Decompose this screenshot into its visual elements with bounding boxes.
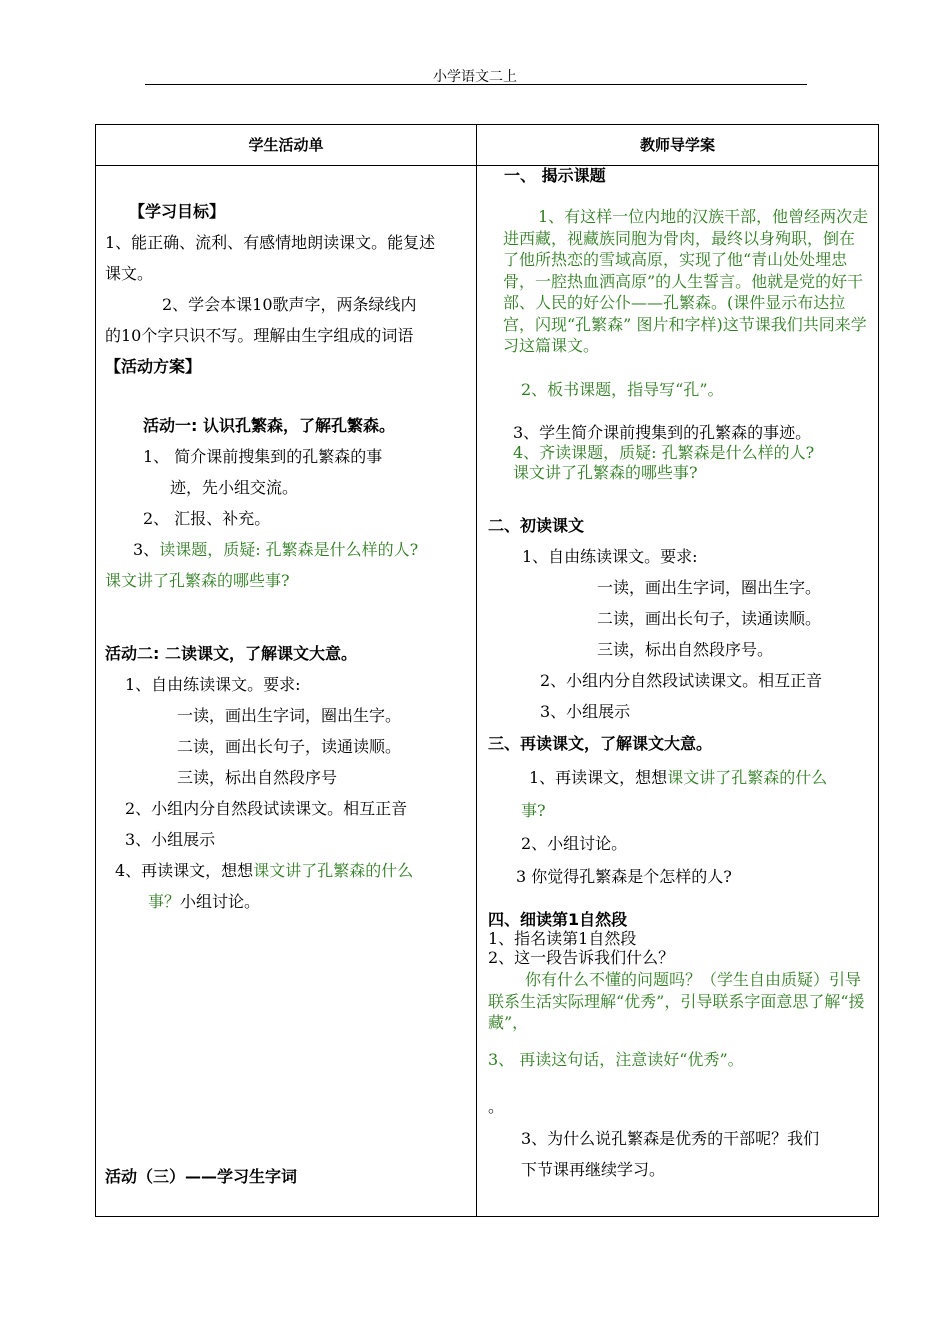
section-2-title: 二、初读课文 [488, 516, 585, 535]
section-1-item-4: 4、齐读课题，质疑: 孔繁森是什么样的人? [513, 443, 815, 462]
activity-2-item-4-line2: 事？小组讨论。 [148, 892, 261, 911]
goal-1-line2: 课文。 [105, 264, 154, 283]
activity-2-req-3: 三读，标出自然段序号 [177, 768, 338, 787]
activity-2-item-4: 4、再读课文，想想课文讲了孔繁森的什么 [115, 861, 414, 880]
goal-heading: 【学习目标】 [129, 202, 226, 221]
activity-2-item-3: 3、小组展示 [125, 830, 216, 849]
section-4-item-2: 2、这一段告诉我们什么？ [488, 948, 675, 967]
activity-1-title: 活动一: 认识孔繁森，了解孔繁森。 [143, 416, 395, 435]
activity-2-title: 活动二: 二读课文，了解课文大意。 [105, 644, 357, 663]
section-1-title: 一、 揭示课题 [504, 166, 606, 185]
lesson-table [95, 124, 879, 1217]
goal-2-line1: 2、学会本课10歌声字，两条绿线内 [162, 295, 417, 314]
column-header-teacher: 教师导学案 [477, 125, 879, 166]
section-4-item-3: 3、 再读这句话，注意读好“优秀”。 [488, 1050, 744, 1069]
section-2-item-2: 2、小组内分自然段试读课文。相互正音 [540, 671, 823, 690]
activity-1-item-2: 2、 汇报、补充。 [143, 509, 271, 528]
goal-1-line1: 1、能正确、流利、有感情地朗读课文。能复述 [105, 233, 436, 252]
teacher-guide-cell [477, 166, 879, 1217]
header-rule [145, 84, 807, 85]
section-1-item-3: 3、学生简介课前搜集到的孔繁森的事迹。 [513, 423, 812, 442]
section-4-dot: 。 [488, 1097, 505, 1116]
plan-heading: 【活动方案】 [105, 357, 202, 376]
activity-3-title: 活动（三）——学习生字词 [105, 1167, 298, 1186]
activity-1-item-3: 3、读课题，质疑: 孔繁森是什么样的人? [133, 540, 419, 559]
section-3-item-2: 2、小组讨论。 [521, 834, 628, 853]
section-4-item-4-line2: 下节课再继续学习。 [521, 1160, 666, 1179]
activity-1-item-1-line1: 1、 简介课前搜集到的孔繁森的事 [143, 447, 383, 466]
activity-2-req-1: 一读，画出生字词，圈出生字。 [177, 706, 402, 725]
section-3-item-3: 3 你觉得孔繁森是个怎样的人? [516, 867, 732, 886]
section-4-title: 四、细读第1自然段 [488, 910, 628, 929]
activity-2-req-2: 二读，画出长句子，读通读顺。 [177, 737, 402, 756]
section-4-paragraph: 你有什么不懂的问题吗？（学生自由质疑）引导联系生活实际理解“优秀”，引导联系字面意思了解“援藏”， [488, 970, 865, 1032]
student-activity-cell [96, 166, 477, 1217]
goal-2-line2: 的10个字只识不写。理解由生字组成的词语 [105, 326, 414, 345]
page-header: 小学语文二上 [433, 69, 517, 85]
section-2-req-3: 三读，标出自然段序号。 [597, 640, 774, 659]
section-2-item-3: 3、小组展示 [540, 702, 631, 721]
activity-1-item-3-line2: 课文讲了孔繁森的哪些事? [105, 571, 290, 590]
section-2-req-1: 一读，画出生字词，圈出生字。 [597, 578, 822, 597]
section-2-req-2: 二读，画出长句子，读通读顺。 [597, 609, 822, 628]
activity-1-item-1-line2: 迹，先小组交流。 [170, 478, 299, 497]
section-1-item-2: 2、板书课题，指导写“孔”。 [521, 380, 724, 399]
section-1-item-4-line2: 课文讲了孔繁森的哪些事? [513, 463, 698, 482]
column-header-student: 学生活动单 [96, 125, 477, 166]
activity-2-item-2: 2、小组内分自然段试读课文。相互正音 [125, 799, 408, 818]
section-3-item-1-line2: 事? [521, 801, 546, 820]
activity-2-item-1: 1、自由练读课文。要求: [125, 675, 301, 694]
section-3-item-1: 1、再读课文，想想课文讲了孔繁森的什么 [529, 768, 828, 787]
section-4-item-4-line1: 3、为什么说孔繁森是优秀的干部呢？我们 [521, 1129, 820, 1148]
section-3-title: 三、再读课文，了解课文大意。 [488, 734, 713, 753]
section-2-item-1: 1、自由练读课文。要求: [522, 547, 698, 566]
section-4-item-1: 1、指名读第1自然段 [488, 929, 637, 948]
section-1-paragraph: 1、有这样一位内地的汉族干部，他曾经两次走进西藏，视藏族同胞为骨肉，最终以身殉职，倒在了他所热恋的雪域高原，实现了他“青山处处埋忠骨，一腔热血洒高原”的人生誓言。他就是党的好干部、人民的好公仆——孔繁森。(课件显示布达拉宫，闪现“孔繁森” 图片和字样)这节课我们共同来学习这篇课文。 [503, 207, 869, 355]
